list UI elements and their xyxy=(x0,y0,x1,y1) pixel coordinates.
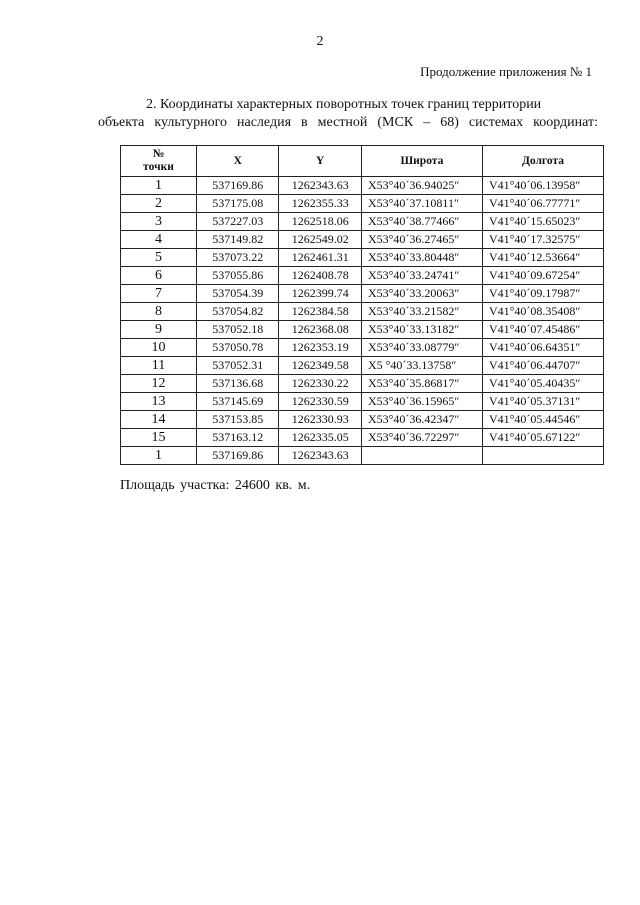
cell-x: 537169.86 xyxy=(197,177,279,195)
cell-longitude: V41°40´06.44707″ xyxy=(482,357,603,375)
header-number-sign: № xyxy=(152,148,165,160)
cell-point-number: 5 xyxy=(121,249,197,267)
section-title-line-1: 2. Координаты характерных поворотных точек границ территории xyxy=(146,97,542,112)
cell-x: 537052.18 xyxy=(197,321,279,339)
cell-point-number: 1 xyxy=(121,447,197,465)
cell-longitude: V41°40´09.17987″ xyxy=(482,285,603,303)
cell-latitude: X53°40´37.10811″ xyxy=(361,195,482,213)
cell-x: 537052.31 xyxy=(197,357,279,375)
table-row xyxy=(121,375,604,393)
cell-point-number: 1 xyxy=(121,177,197,195)
cell-y: 1262343.63 xyxy=(279,447,361,465)
table-row xyxy=(121,177,604,195)
cell-longitude: V41°40´05.37131″ xyxy=(482,393,603,411)
cell-x: 537050.78 xyxy=(197,339,279,357)
table-row xyxy=(121,357,604,375)
cell-longitude: V41°40´06.77771″ xyxy=(482,195,603,213)
cell-y: 1262330.59 xyxy=(279,393,361,411)
cell-latitude: X53°40´35.86817″ xyxy=(361,375,482,393)
cell-point-number: 4 xyxy=(121,231,197,249)
cell-x: 537054.82 xyxy=(197,303,279,321)
table-row xyxy=(121,213,604,231)
continuation-note: Продолжение приложения № 1 xyxy=(420,64,592,79)
cell-latitude: X53°40´36.42347″ xyxy=(361,411,482,429)
coordinates-table xyxy=(120,145,604,465)
cell-latitude: X53°40´36.72297″ xyxy=(361,429,482,447)
cell-x: 537055.86 xyxy=(197,267,279,285)
cell-longitude: V41°40´17.32575″ xyxy=(482,231,603,249)
cell-x: 537073.22 xyxy=(197,249,279,267)
cell-y: 1262355.33 xyxy=(279,195,361,213)
cell-point-number: 11 xyxy=(121,357,197,375)
cell-longitude: V41°40´15.65023″ xyxy=(482,213,603,231)
cell-y: 1262518.06 xyxy=(279,213,361,231)
cell-latitude: X53°40´38.77466″ xyxy=(361,213,482,231)
header-y: Y xyxy=(279,146,361,177)
area-label: Площадь участка: xyxy=(120,478,230,493)
cell-y: 1262330.93 xyxy=(279,411,361,429)
cell-latitude: X53°40´36.27465″ xyxy=(361,231,482,249)
cell-latitude: X53°40´33.80448″ xyxy=(361,249,482,267)
cell-x: 537136.68 xyxy=(197,375,279,393)
cell-point-number: 6 xyxy=(121,267,197,285)
cell-point-number: 13 xyxy=(121,393,197,411)
cell-x: 537169.86 xyxy=(197,447,279,465)
cell-point-number: 2 xyxy=(121,195,197,213)
cell-latitude: X53°40´36.15965″ xyxy=(361,393,482,411)
table-row xyxy=(121,411,604,429)
table-row xyxy=(121,339,604,357)
cell-y: 1262349.58 xyxy=(279,357,361,375)
cell-latitude: X53°40´33.20063″ xyxy=(361,285,482,303)
header-point-number xyxy=(121,146,197,177)
table-row xyxy=(121,447,604,465)
cell-longitude: V41°40´09.67254″ xyxy=(482,267,603,285)
cell-y: 1262408.78 xyxy=(279,267,361,285)
cell-latitude: X53°40´33.21582″ xyxy=(361,303,482,321)
cell-longitude: V41°40´05.40435″ xyxy=(482,375,603,393)
section-title-line-2: объекта культурного наследия в местной (МСК – 68) системах координат: xyxy=(98,115,598,130)
table-row xyxy=(121,321,604,339)
cell-latitude xyxy=(361,447,482,465)
header-x: X xyxy=(197,146,279,177)
cell-y: 1262343.63 xyxy=(279,177,361,195)
page-number: 2 xyxy=(316,34,324,49)
table-header-row xyxy=(121,146,604,177)
table-row xyxy=(121,285,604,303)
cell-longitude: V41°40´05.67122″ xyxy=(482,429,603,447)
table-row xyxy=(121,303,604,321)
header-longitude: Долгота xyxy=(482,146,603,177)
table-row xyxy=(121,231,604,249)
cell-point-number: 15 xyxy=(121,429,197,447)
section-title xyxy=(98,96,598,132)
cell-longitude: V41°40´12.53664″ xyxy=(482,249,603,267)
cell-latitude: X53°40´33.08779″ xyxy=(361,339,482,357)
cell-latitude: X53°40´33.24741″ xyxy=(361,267,482,285)
header-latitude: Широта xyxy=(361,146,482,177)
cell-x: 537175.08 xyxy=(197,195,279,213)
cell-y: 1262335.05 xyxy=(279,429,361,447)
cell-longitude: V41°40´05.44546″ xyxy=(482,411,603,429)
cell-point-number: 14 xyxy=(121,411,197,429)
table-row xyxy=(121,267,604,285)
cell-longitude: V41°40´07.45486″ xyxy=(482,321,603,339)
cell-y: 1262399.74 xyxy=(279,285,361,303)
area-value: 24600 xyxy=(234,478,270,493)
area-unit: кв. м. xyxy=(275,478,311,493)
cell-y: 1262368.08 xyxy=(279,321,361,339)
cell-latitude: X53°40´33.13182″ xyxy=(361,321,482,339)
cell-point-number: 8 xyxy=(121,303,197,321)
table-body xyxy=(121,177,604,465)
cell-x: 537153.85 xyxy=(197,411,279,429)
cell-x: 537149.82 xyxy=(197,231,279,249)
header-point-label: точки xyxy=(143,161,174,173)
cell-y: 1262549.02 xyxy=(279,231,361,249)
cell-longitude: V41°40´06.13958″ xyxy=(482,177,603,195)
cell-latitude: X5 °40´33.13758″ xyxy=(361,357,482,375)
cell-point-number: 3 xyxy=(121,213,197,231)
cell-y: 1262461.31 xyxy=(279,249,361,267)
cell-x: 537145.69 xyxy=(197,393,279,411)
cell-point-number: 9 xyxy=(121,321,197,339)
cell-latitude: X53°40´36.94025″ xyxy=(361,177,482,195)
cell-x: 537054.39 xyxy=(197,285,279,303)
table-row xyxy=(121,249,604,267)
cell-y: 1262330.22 xyxy=(279,375,361,393)
cell-x: 537227.03 xyxy=(197,213,279,231)
cell-longitude xyxy=(482,447,603,465)
table-row xyxy=(121,429,604,447)
cell-point-number: 12 xyxy=(121,375,197,393)
table-row xyxy=(121,195,604,213)
cell-x: 537163.12 xyxy=(197,429,279,447)
cell-longitude: V41°40´06.64351″ xyxy=(482,339,603,357)
cell-longitude: V41°40´08.35408″ xyxy=(482,303,603,321)
cell-y: 1262384.58 xyxy=(279,303,361,321)
area-line xyxy=(120,478,310,494)
cell-point-number: 10 xyxy=(121,339,197,357)
table-row xyxy=(121,393,604,411)
cell-point-number: 7 xyxy=(121,285,197,303)
cell-y: 1262353.19 xyxy=(279,339,361,357)
